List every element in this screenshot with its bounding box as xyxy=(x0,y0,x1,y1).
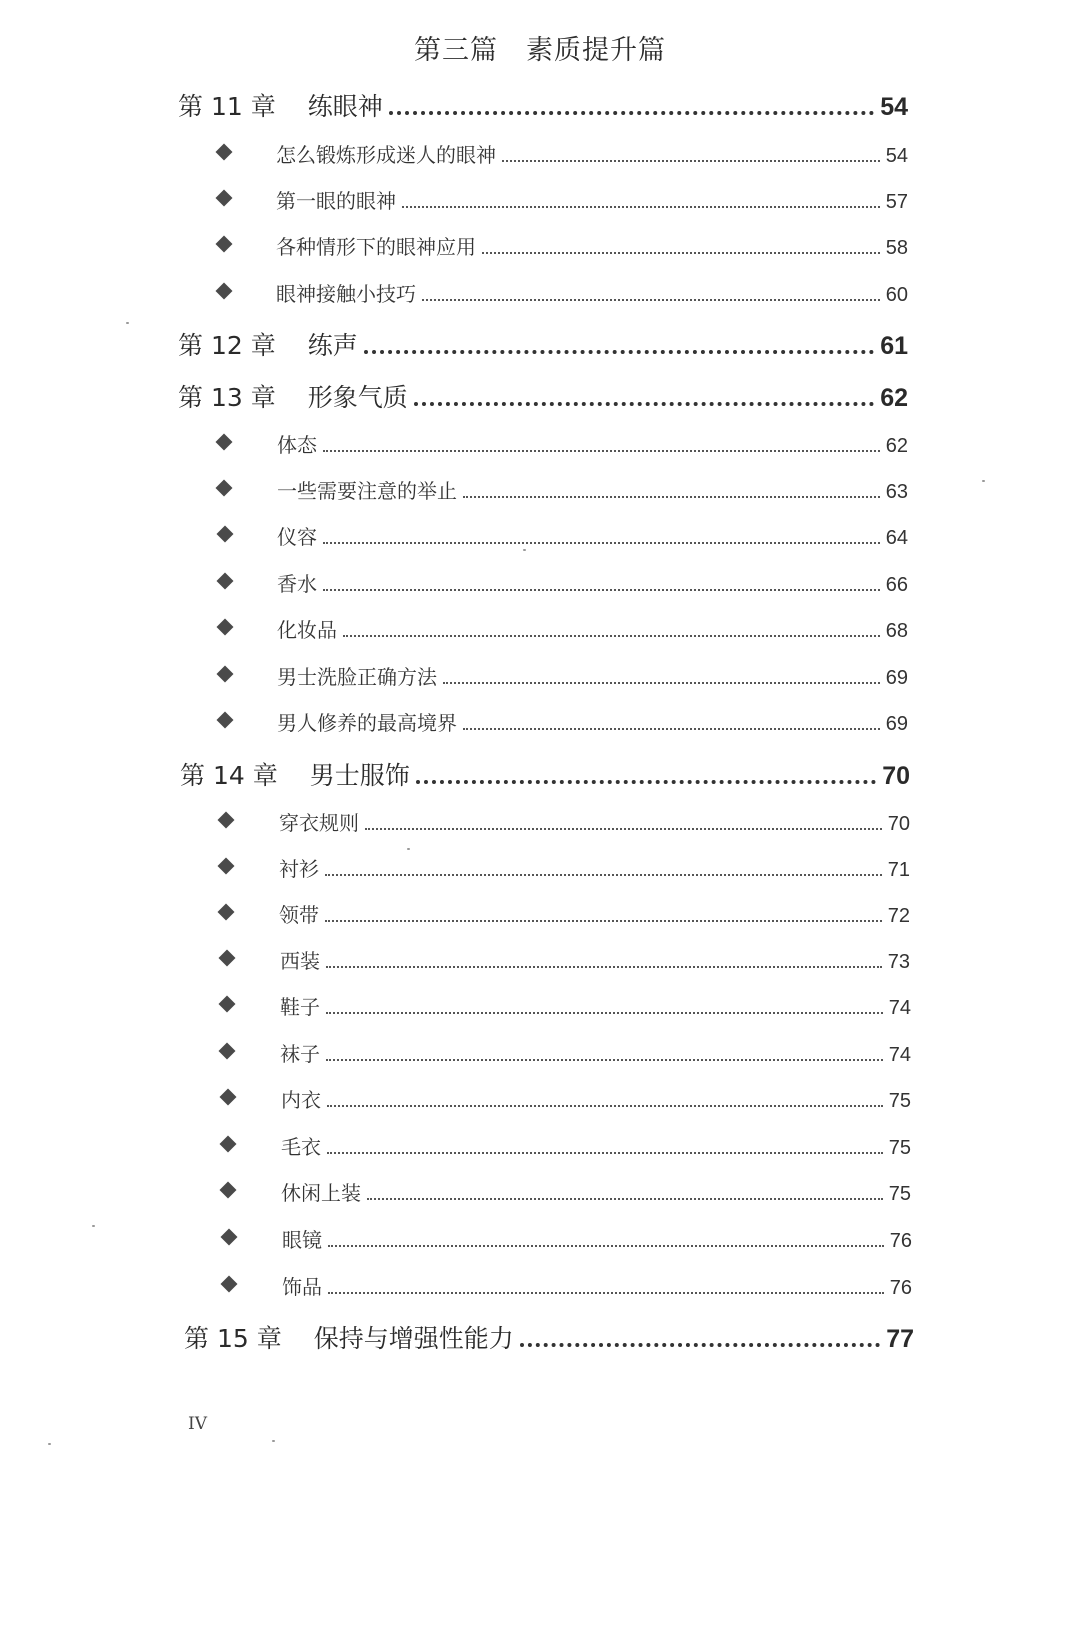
section-title: 眼神接触小技巧 xyxy=(276,282,416,306)
section-page-number: 64 xyxy=(885,527,908,549)
toc-section-entry[interactable] xyxy=(276,278,908,307)
section-page-number: 66 xyxy=(885,574,908,596)
diamond-bullet-icon xyxy=(219,950,236,967)
section-page-number: 75 xyxy=(888,1137,911,1159)
toc-section-entry[interactable] xyxy=(281,1131,911,1160)
dot-leader xyxy=(416,755,876,784)
diamond-bullet-icon xyxy=(220,1182,237,1199)
dot-leader xyxy=(389,86,874,115)
scan-speck xyxy=(407,848,410,850)
diamond-bullet-icon xyxy=(217,526,234,543)
section-page-number: 58 xyxy=(885,237,908,259)
diamond-bullet-icon xyxy=(221,1276,238,1293)
section-page-number: 76 xyxy=(889,1277,912,1299)
toc-section-entry[interactable] xyxy=(277,521,908,550)
section-page-number: 76 xyxy=(889,1230,912,1252)
scan-speck xyxy=(92,1225,95,1227)
diamond-bullet-icon xyxy=(216,283,233,300)
dot-leader xyxy=(502,140,880,162)
page-folio: IV xyxy=(188,1414,207,1434)
chapter-number: 第 11 章 xyxy=(178,92,276,121)
toc-section-entry[interactable] xyxy=(277,475,908,504)
dot-leader xyxy=(323,430,880,452)
section-page-number: 74 xyxy=(888,1044,911,1066)
scan-speck xyxy=(48,1443,51,1445)
section-page-number: 54 xyxy=(885,145,908,167)
diamond-bullet-icon xyxy=(218,858,235,875)
chapter-page-number: 61 xyxy=(880,332,908,360)
section-title: 休闲上装 xyxy=(281,1181,361,1205)
dot-leader xyxy=(328,1225,884,1247)
section-title: 香水 xyxy=(277,572,317,596)
toc-section-entry[interactable] xyxy=(277,661,908,690)
toc-section-entry[interactable] xyxy=(280,991,911,1020)
toc-section-entry[interactable] xyxy=(277,707,908,736)
toc-section-entry[interactable] xyxy=(277,614,908,643)
diamond-bullet-icon xyxy=(220,1136,237,1153)
section-page-number: 70 xyxy=(887,813,910,835)
chapter-title: 形象气质 xyxy=(307,383,408,412)
toc-section-entry[interactable] xyxy=(282,1271,912,1300)
chapter-number: 第 13 章 xyxy=(178,383,276,412)
section-title: 西装 xyxy=(280,949,320,973)
diamond-bullet-icon xyxy=(218,904,235,921)
section-title: 鞋子 xyxy=(280,995,320,1019)
section-page-number: 71 xyxy=(887,859,910,881)
toc-chapter-entry[interactable] xyxy=(184,1318,914,1355)
toc-section-entry[interactable] xyxy=(279,807,910,836)
dot-leader xyxy=(402,186,880,208)
diamond-bullet-icon xyxy=(216,144,233,161)
toc-section-entry[interactable] xyxy=(280,945,910,974)
section-title: 怎么锻炼形成迷人的眼神 xyxy=(276,143,496,167)
diamond-bullet-icon xyxy=(219,996,236,1013)
chapter-page-number: 77 xyxy=(886,1325,914,1353)
toc-chapter-entry[interactable] xyxy=(178,86,908,123)
toc-section-entry[interactable] xyxy=(277,568,908,597)
toc-chapter-entry[interactable] xyxy=(178,325,908,362)
diamond-bullet-icon xyxy=(217,712,234,729)
chapter-number: 第 15 章 xyxy=(184,1324,282,1353)
chapter-page-number: 62 xyxy=(880,384,908,412)
toc-section-entry[interactable] xyxy=(281,1084,911,1113)
toc-section-entry[interactable] xyxy=(276,139,908,168)
section-title: 衬衫 xyxy=(279,857,319,881)
dot-leader xyxy=(327,1132,883,1154)
section-title: 饰品 xyxy=(282,1275,322,1299)
toc-section-entry[interactable] xyxy=(281,1177,911,1206)
diamond-bullet-icon xyxy=(219,1043,236,1060)
section-title: 仪容 xyxy=(277,525,317,549)
scan-speck xyxy=(126,322,129,324)
toc-section-entry[interactable] xyxy=(276,231,908,260)
chapter-page-number: 54 xyxy=(880,93,908,121)
section-title: 领带 xyxy=(279,903,319,927)
chapter-number: 第 14 章 xyxy=(180,761,278,790)
section-title: 男人修养的最高境界 xyxy=(277,711,457,735)
toc-section-entry[interactable] xyxy=(279,853,910,882)
section-title: 化妆品 xyxy=(277,618,337,642)
dot-leader xyxy=(326,946,882,968)
diamond-bullet-icon xyxy=(220,1089,237,1106)
section-page-number: 73 xyxy=(887,951,910,973)
dot-leader xyxy=(323,522,880,544)
dot-leader xyxy=(520,1318,880,1347)
toc-section-entry[interactable] xyxy=(276,185,908,214)
dot-leader xyxy=(325,900,882,922)
dot-leader xyxy=(443,662,880,684)
diamond-bullet-icon xyxy=(217,619,234,636)
diamond-bullet-icon xyxy=(217,666,234,683)
dot-leader xyxy=(326,1039,883,1061)
section-page-number: 57 xyxy=(885,191,908,213)
dot-leader xyxy=(365,808,882,830)
chapter-title: 男士服饰 xyxy=(309,761,410,790)
scan-speck xyxy=(523,549,526,551)
dot-leader xyxy=(326,992,883,1014)
section-title: 一些需要注意的举止 xyxy=(277,479,457,503)
section-page-number: 69 xyxy=(885,713,908,735)
dot-leader xyxy=(422,279,880,301)
dot-leader xyxy=(367,1178,883,1200)
toc-section-entry[interactable] xyxy=(282,1224,912,1253)
section-page-number: 60 xyxy=(885,284,908,306)
dot-leader xyxy=(482,232,880,254)
section-page-number: 63 xyxy=(885,481,908,503)
dot-leader xyxy=(323,569,880,591)
dot-leader xyxy=(327,1085,883,1107)
section-title: 袜子 xyxy=(280,1042,320,1066)
dot-leader xyxy=(463,476,880,498)
dot-leader xyxy=(414,377,874,406)
dot-leader xyxy=(343,615,880,637)
chapter-title: 保持与增强性能力 xyxy=(313,1324,514,1353)
section-page-number: 72 xyxy=(887,905,910,927)
toc-chapter-entry[interactable] xyxy=(178,377,908,414)
diamond-bullet-icon xyxy=(218,812,235,829)
chapter-title: 练声 xyxy=(307,331,358,360)
section-page-number: 69 xyxy=(885,667,908,689)
scan-speck xyxy=(272,1440,275,1442)
section-page-number: 68 xyxy=(885,620,908,642)
diamond-bullet-icon xyxy=(216,434,233,451)
diamond-bullet-icon xyxy=(216,190,233,207)
toc-chapter-entry[interactable] xyxy=(180,755,910,792)
toc-section-entry[interactable] xyxy=(280,1038,911,1067)
section-title: 体态 xyxy=(277,433,317,457)
dot-leader xyxy=(463,708,880,730)
section-page-number: 74 xyxy=(888,997,911,1019)
section-title: 内衣 xyxy=(281,1088,321,1112)
diamond-bullet-icon xyxy=(217,573,234,590)
chapter-title: 练眼神 xyxy=(307,92,383,121)
section-title: 眼镜 xyxy=(282,1228,322,1252)
part-title: 第三篇 素质提升篇 xyxy=(414,35,666,66)
toc-section-entry[interactable] xyxy=(279,899,910,928)
section-title: 毛衣 xyxy=(281,1135,321,1159)
dot-leader xyxy=(328,1272,884,1294)
section-page-number: 75 xyxy=(888,1183,911,1205)
section-title: 穿衣规则 xyxy=(279,811,359,835)
dot-leader xyxy=(364,325,874,354)
section-title: 第一眼的眼神 xyxy=(276,189,396,213)
section-page-number: 75 xyxy=(888,1090,911,1112)
toc-section-entry[interactable] xyxy=(277,429,908,458)
diamond-bullet-icon xyxy=(216,480,233,497)
diamond-bullet-icon xyxy=(216,236,233,253)
chapter-number: 第 12 章 xyxy=(178,331,276,360)
section-page-number: 62 xyxy=(885,435,908,457)
section-title: 各种情形下的眼神应用 xyxy=(276,235,476,259)
scan-speck xyxy=(982,480,985,482)
chapter-page-number: 70 xyxy=(882,762,910,790)
section-title: 男士洗脸正确方法 xyxy=(277,665,437,689)
diamond-bullet-icon xyxy=(221,1229,238,1246)
dot-leader xyxy=(325,854,882,876)
